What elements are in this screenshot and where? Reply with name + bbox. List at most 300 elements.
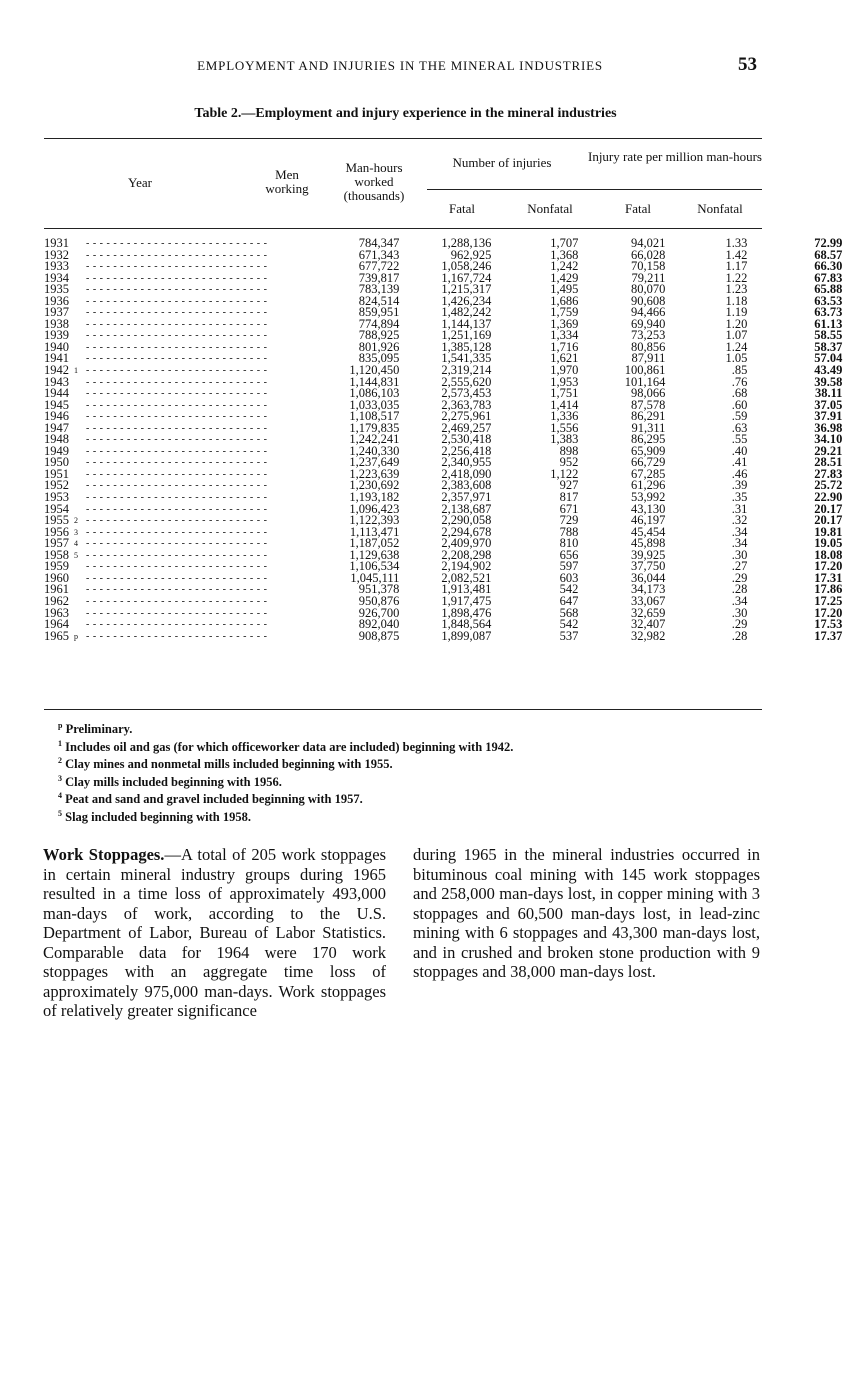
row-nonfatal: 69,940	[631, 316, 666, 331]
row-rate-fatal: .34	[731, 593, 748, 608]
row-man-hours: 2,290,058	[441, 513, 492, 528]
row-nonfatal: 101,164	[624, 374, 666, 389]
row-man-hours: 2,275,961	[441, 409, 492, 424]
table-row	[44, 631, 842, 643]
row-fatal: 647	[559, 593, 579, 608]
row-man-hours: 2,363,783	[441, 397, 492, 412]
footnote-text: Clay mills included beginning with 1956.	[65, 774, 282, 789]
row-year: 1936	[44, 293, 69, 308]
row-rate-fatal: .41	[731, 455, 748, 470]
row-rate-nonfatal: 58.55	[814, 328, 843, 343]
row-footnote-mark: 5	[74, 550, 78, 560]
row-nonfatal: 87,911	[631, 351, 666, 366]
row-man-hours: 1,058,246	[441, 259, 492, 274]
row-nonfatal: 32,982	[631, 628, 666, 643]
row-footnote-mark	[74, 423, 86, 435]
footnote-mark: p	[58, 721, 63, 730]
row-fatal: 1,242	[550, 259, 579, 274]
row-fatal: 817	[559, 490, 579, 505]
table-sub-rule	[427, 189, 762, 190]
row-men-working: 1,223,639	[349, 466, 400, 481]
row-rate-fatal: .68	[731, 386, 748, 401]
row-man-hours: 2,573,453	[441, 386, 492, 401]
row-year: 1934	[44, 270, 69, 285]
leader-dots: - - - - - - - - - - - - - - - - - - - - - - - - - - -	[86, 284, 268, 296]
row-nonfatal: 37,750	[631, 559, 666, 574]
row-fatal: 1,556	[550, 420, 579, 435]
row-rate-fatal: .76	[731, 374, 748, 389]
row-man-hours: 2,194,902	[441, 559, 492, 574]
row-nonfatal: 32,407	[631, 617, 666, 632]
row-nonfatal: 66,028	[631, 247, 666, 262]
footnote-mark: 1	[58, 738, 62, 748]
data-table	[44, 238, 842, 642]
row-rate-nonfatal: 37.05	[814, 397, 843, 412]
footnote	[58, 807, 513, 825]
row-men-working: 1,106,534	[349, 559, 400, 574]
row-fatal: 671	[559, 501, 579, 516]
row-men-working: 774,894	[358, 316, 400, 331]
body-column-left	[43, 845, 386, 1021]
row-rate-nonfatal: 17.86	[814, 582, 843, 597]
row-year: 1959	[44, 559, 69, 574]
row-year: 1940	[44, 339, 69, 354]
row-men-working: 1,230,692	[349, 478, 400, 493]
row-year: 1941	[44, 351, 69, 366]
row-year: 1956	[44, 524, 69, 539]
row-fatal: 810	[559, 536, 579, 551]
row-nonfatal: 45,454	[631, 524, 666, 539]
row-nonfatal: 80,856	[631, 339, 666, 354]
row-rate-nonfatal: 17.31	[814, 570, 843, 585]
row-fatal: 1,334	[550, 328, 579, 343]
row-men-working: 835,095	[358, 351, 400, 366]
row-men-working: 1,187,052	[349, 536, 400, 551]
leader-dots: - - - - - - - - - - - - - - - - - - - - - - - - - - -	[86, 630, 268, 642]
row-rate-fatal: 1.05	[725, 351, 748, 366]
row-men-working: 783,139	[358, 282, 400, 297]
row-fatal: 1,686	[550, 293, 579, 308]
row-year: 1958	[44, 547, 69, 562]
leader-dots: - - - - - - - - - - - - - - - - - - - - - - - - - - -	[86, 538, 268, 550]
row-rate-nonfatal: 63.73	[814, 305, 843, 320]
header-rate-fatal: Fatal	[625, 201, 651, 216]
leader-dots: - - - - - - - - - - - - - - - - - - - - - - - - - - -	[86, 341, 268, 353]
row-man-hours: 1,898,476	[441, 605, 492, 620]
row-rate-fatal: .32	[731, 513, 748, 528]
row-nonfatal: 86,295	[631, 432, 666, 447]
row-rate-nonfatal: 18.08	[814, 547, 843, 562]
row-year: 1945	[44, 397, 69, 412]
row-men-working: 784,347	[358, 236, 400, 250]
leader-dots: - - - - - - - - - - - - - - - - - - - - - - - - - - -	[86, 549, 268, 561]
row-men-working: 926,700	[358, 605, 400, 620]
row-footnote-mark	[74, 411, 86, 423]
row-year: 1957	[44, 536, 69, 551]
row-rate-fatal: .34	[731, 536, 748, 551]
leader-dots: - - - - - - - - - - - - - - - - - - - - - - - - - - -	[86, 445, 268, 457]
row-year: 1932	[44, 247, 69, 262]
row-footnote-mark	[74, 330, 86, 342]
row-rate-nonfatal: 25.72	[814, 478, 843, 493]
row-rate-nonfatal: 43.49	[814, 363, 843, 378]
row-nonfatal: 65,909	[631, 443, 666, 458]
row-year: 1948	[44, 432, 69, 447]
table-bottom-rule	[44, 709, 762, 710]
row-rate-nonfatal: 17.20	[814, 559, 843, 574]
row-rate-nonfatal: 61.13	[814, 316, 843, 331]
row-year: 1938	[44, 316, 69, 331]
row-fatal: 788	[559, 524, 579, 539]
leader-dots: - - - - - - - - - - - - - - - - - - - - - - - - - - -	[86, 572, 268, 584]
row-nonfatal: 43,130	[631, 501, 666, 516]
leader-dots: - - - - - - - - - - - - - - - - - - - - - - - - - - -	[86, 295, 268, 307]
row-year: 1946	[44, 409, 69, 424]
row-man-hours: 1,167,724	[441, 270, 492, 285]
row-men-working: 950,876	[358, 593, 400, 608]
row-rate-fatal: .31	[731, 501, 748, 516]
header-man-hours: Man-hours worked (thousands)	[343, 160, 405, 203]
row-year: 1950	[44, 455, 69, 470]
row-man-hours: 1,899,087	[441, 628, 492, 643]
header-men-working: Men working	[265, 167, 309, 196]
row-fatal: 1,953	[550, 374, 579, 389]
row-man-hours: 2,530,418	[441, 432, 492, 447]
row-nonfatal: 98,066	[631, 386, 666, 401]
row-footnote-mark	[74, 504, 86, 516]
row-year: 1949	[44, 443, 69, 458]
footnote	[58, 754, 513, 772]
row-rate-nonfatal: 28.51	[814, 455, 843, 470]
row-footnote-mark	[74, 238, 86, 250]
row-fatal: 1,716	[550, 339, 579, 354]
row-footnote-mark	[74, 434, 86, 446]
leader-dots: - - - - - - - - - - - - - - - - - - - - - - - - - - -	[86, 307, 268, 319]
row-footnote-mark	[74, 492, 86, 504]
leader-dots: - - - - - - - - - - - - - - - - - - - - - - - - - - -	[86, 330, 268, 342]
row-year: 1960	[44, 570, 69, 585]
row-footnote-mark: 4	[74, 539, 78, 549]
row-footnote-mark	[74, 480, 86, 492]
row-rate-fatal: 1.20	[725, 316, 748, 331]
row-footnote-mark	[74, 469, 86, 481]
leader-dots: - - - - - - - - - - - - - - - - - - - - - - - - - - -	[86, 399, 268, 411]
row-rate-fatal: .29	[731, 617, 748, 632]
row-man-hours: 2,418,090	[441, 466, 492, 481]
row-man-hours: 2,294,678	[441, 524, 492, 539]
row-fatal: 1,970	[550, 363, 579, 378]
row-footnote-mark	[74, 296, 86, 308]
body-column-right: during 1965 in the mineral industries occurred in bituminous coal mining with 145 work stoppages and 258,000 man-days lost, in copper mining with 3 stoppages and 60,500 man-days lost, in lead-zinc mining with 6 stoppages and 43,300 man-days lost, and in crushed and broken stone production with 9 stoppages and 38,000 man-days lost.	[413, 845, 760, 981]
row-fatal: 1,495	[550, 282, 579, 297]
row-fatal: 1,369	[550, 316, 579, 331]
row-nonfatal: 66,729	[631, 455, 666, 470]
row-rate-fatal: .63	[731, 420, 748, 435]
row-nonfatal: 91,311	[631, 420, 666, 435]
row-rate-nonfatal: 72.99	[814, 236, 843, 250]
row-year: 1955	[44, 513, 69, 528]
row-fatal: 597	[559, 559, 579, 574]
row-rate-nonfatal: 39.58	[814, 374, 843, 389]
row-men-working: 1,120,450	[349, 363, 400, 378]
row-year: 1944	[44, 386, 69, 401]
row-nonfatal: 61,296	[631, 478, 666, 493]
row-man-hours: 1,913,481	[441, 582, 492, 597]
row-rate-nonfatal: 63.53	[814, 293, 843, 308]
row-footnote-mark	[74, 446, 86, 458]
row-rate-fatal: .28	[731, 628, 748, 643]
section-heading: Work Stoppages.	[43, 845, 165, 864]
row-men-working: 788,925	[358, 328, 400, 343]
row-footnote-mark	[74, 619, 86, 631]
row-year: 1953	[44, 490, 69, 505]
row-rate-nonfatal: 34.10	[814, 432, 843, 447]
header-fatal: Fatal	[449, 201, 475, 216]
row-man-hours: 2,319,214	[441, 363, 492, 378]
row-nonfatal: 86,291	[631, 409, 666, 424]
row-nonfatal: 80,070	[631, 282, 666, 297]
row-rate-fatal: .35	[731, 490, 748, 505]
running-head: EMPLOYMENT AND INJURIES IN THE MINERAL INDUSTRIES	[197, 58, 603, 73]
row-nonfatal: 100,861	[624, 363, 666, 378]
row-men-working: 671,343	[358, 247, 400, 262]
row-man-hours: 1,848,564	[441, 617, 492, 632]
row-rate-nonfatal: 20.17	[814, 513, 843, 528]
row-fatal: 1,383	[550, 432, 579, 447]
footnote-text: Peat and sand and gravel included beginning with 1957.	[65, 792, 363, 807]
row-rate-nonfatal: 68.57	[814, 247, 843, 262]
leader-dots: - - - - - - - - - - - - - - - - - - - - - - - - - - -	[86, 480, 268, 492]
table-title: Table 2.—Employment and injury experience in the mineral industries	[194, 106, 617, 121]
row-man-hours: 962,925	[450, 247, 492, 262]
row-footnote-mark	[74, 573, 86, 585]
row-rate-fatal: 1.24	[725, 339, 748, 354]
row-man-hours: 2,208,298	[441, 547, 492, 562]
row-man-hours: 2,357,971	[441, 490, 492, 505]
footnotes	[58, 719, 513, 824]
header-nonfatal: Nonfatal	[527, 201, 573, 216]
row-rate-nonfatal: 17.37	[814, 628, 843, 643]
row-men-working: 1,045,111	[350, 570, 400, 585]
row-men-working: 1,113,471	[349, 524, 400, 539]
row-rate-fatal: .85	[731, 363, 748, 378]
row-fatal: 1,336	[550, 409, 579, 424]
row-rate-nonfatal: 20.17	[814, 501, 843, 516]
row-rate-fatal: 1.22	[725, 270, 748, 285]
row-rate-fatal: .34	[731, 524, 748, 539]
row-men-working: 892,040	[358, 617, 400, 632]
row-nonfatal: 45,898	[631, 536, 666, 551]
row-fatal: 927	[559, 478, 579, 493]
row-man-hours: 1,251,169	[441, 328, 492, 343]
footnote	[58, 737, 513, 755]
row-man-hours: 1,385,128	[441, 339, 492, 354]
footnote	[58, 719, 513, 737]
row-man-hours: 2,138,687	[441, 501, 492, 516]
row-year: 1947	[44, 420, 69, 435]
row-rate-nonfatal: 57.04	[814, 351, 843, 366]
row-nonfatal: 79,211	[631, 270, 666, 285]
row-year: 1935	[44, 282, 69, 297]
row-nonfatal: 94,466	[631, 305, 666, 320]
row-rate-fatal: .30	[731, 605, 748, 620]
header-number-of-injuries: Number of injuries	[452, 155, 552, 170]
body-text-left: —A total of 205 work stoppages in certain mineral industry groups during 1965 resulted in a time loss of approximately 493,000 man-days of work, according to the U.S. Department of Labor, Bureau of Labor Statistics. Comparable data for 1964 were 170 work stoppages with an aggregate time loss of approximately 975,000 man-days. Work stoppages of relatively greater significance	[43, 845, 387, 1020]
table-row	[44, 238, 842, 250]
leader-dots: - - - - - - - - - - - - - - - - - - - - - - - - - - -	[86, 468, 268, 480]
row-rate-fatal: .39	[731, 478, 748, 493]
row-year: 1964	[44, 617, 69, 632]
footnote	[58, 789, 513, 807]
row-year: 1937	[44, 305, 69, 320]
row-man-hours: 1,288,136	[441, 236, 492, 250]
row-men-working: 1,193,182	[349, 490, 400, 505]
row-man-hours: 2,082,521	[441, 570, 492, 585]
row-men-working: 1,144,831	[349, 374, 400, 389]
row-nonfatal: 32,659	[631, 605, 666, 620]
leader-dots: - - - - - - - - - - - - - - - - - - - - - - - - - - -	[86, 388, 268, 400]
row-year: 1943	[44, 374, 69, 389]
row-fatal: 542	[559, 617, 579, 632]
row-nonfatal: 94,021	[631, 236, 666, 250]
row-rate-nonfatal: 19.05	[814, 536, 843, 551]
row-men-working: 1,108,517	[349, 409, 400, 424]
row-rate-nonfatal: 22.90	[814, 490, 843, 505]
row-footnote-mark: p	[74, 631, 78, 641]
row-men-working: 1,129,638	[349, 547, 400, 562]
leader-dots: - - - - - - - - - - - - - - - - - - - - - - - - - - -	[86, 422, 268, 434]
row-nonfatal: 33,067	[631, 593, 666, 608]
row-rate-fatal: .30	[731, 547, 748, 562]
table-top-rule	[44, 138, 762, 139]
row-men-working: 1,096,423	[349, 501, 400, 516]
row-man-hours: 1,917,475	[441, 593, 492, 608]
row-rate-nonfatal: 17.20	[814, 605, 843, 620]
row-rate-fatal: .29	[731, 570, 748, 585]
row-nonfatal: 70,158	[631, 259, 666, 274]
leader-dots: - - - - - - - - - - - - - - - - - - - - - - - - - - -	[86, 526, 268, 538]
row-nonfatal: 87,578	[631, 397, 666, 412]
row-rate-nonfatal: 17.53	[814, 617, 843, 632]
table-header-rule	[44, 228, 762, 229]
header-rate-nonfatal: Nonfatal	[697, 201, 743, 216]
row-men-working: 951,378	[358, 582, 400, 597]
row-fatal: 1,621	[550, 351, 579, 366]
row-nonfatal: 34,173	[631, 582, 666, 597]
row-man-hours: 1,541,335	[441, 351, 492, 366]
row-footnote-mark	[74, 284, 86, 296]
row-men-working: 1,033,035	[349, 397, 400, 412]
row-rate-fatal: 1.18	[725, 293, 748, 308]
row-nonfatal: 39,925	[631, 547, 666, 562]
row-year: 1952	[44, 478, 69, 493]
row-men-working: 1,237,649	[349, 455, 400, 470]
row-rate-nonfatal: 58.37	[814, 339, 843, 354]
row-footnote-mark	[74, 377, 86, 389]
row-rate-fatal: .55	[731, 432, 748, 447]
footnote-text: Clay mines and nonmetal mills included beginning with 1955.	[65, 757, 393, 772]
leader-dots: - - - - - - - - - - - - - - - - - - - - - - - - - - -	[86, 619, 268, 631]
header-year: Year	[128, 175, 152, 190]
row-footnote-mark: 1	[74, 366, 78, 376]
row-men-working: 1,242,241	[349, 432, 400, 447]
row-rate-fatal: .60	[731, 397, 748, 412]
row-footnote-mark	[74, 250, 86, 262]
row-rate-nonfatal: 38.11	[814, 386, 843, 401]
footnote-mark: 4	[58, 791, 62, 801]
row-footnote-mark	[74, 353, 86, 365]
row-fatal: 603	[559, 570, 579, 585]
leader-dots: - - - - - - - - - - - - - - - - - - - - - - - - - - -	[86, 249, 268, 261]
row-man-hours: 2,555,620	[441, 374, 492, 389]
row-rate-nonfatal: 19.81	[814, 524, 843, 539]
row-year: 1939	[44, 328, 69, 343]
leader-dots: - - - - - - - - - - - - - - - - - - - - - - - - - - -	[86, 515, 268, 527]
leader-dots: - - - - - - - - - - - - - - - - - - - - - - - - - - -	[86, 238, 268, 249]
row-footnote-mark	[74, 596, 86, 608]
row-nonfatal: 53,992	[631, 490, 666, 505]
leader-dots: - - - - - - - - - - - - - - - - - - - - - - - - - - -	[86, 411, 268, 423]
footnote-mark: 3	[58, 773, 62, 783]
row-year: 1942	[44, 363, 69, 378]
row-rate-nonfatal: 27.83	[814, 466, 843, 481]
footnote-text: Preliminary.	[65, 722, 133, 737]
row-rate-fatal: 1.19	[725, 305, 748, 320]
row-man-hours: 1,144,137	[441, 316, 492, 331]
row-nonfatal: 73,253	[631, 328, 666, 343]
footnote-mark: 5	[58, 808, 62, 818]
row-man-hours: 2,383,608	[441, 478, 492, 493]
row-fatal: 1,759	[550, 305, 579, 320]
row-nonfatal: 46,197	[631, 513, 666, 528]
leader-dots: - - - - - - - - - - - - - - - - - - - - - - - - - - -	[86, 457, 268, 469]
row-men-working: 908,875	[358, 628, 400, 643]
row-year: 1965	[44, 628, 69, 643]
row-rate-nonfatal: 67.83	[814, 270, 843, 285]
header-injury-rate: Injury rate per million man-hours	[587, 149, 762, 164]
leader-dots: - - - - - - - - - - - - - - - - - - - - - - - - - - -	[86, 261, 268, 273]
leader-dots: - - - - - - - - - - - - - - - - - - - - - - - - - - -	[86, 595, 268, 607]
leader-dots: - - - - - - - - - - - - - - - - - - - - - - - - - - -	[86, 503, 268, 515]
row-fatal: 1,707	[550, 236, 579, 250]
row-fatal: 568	[559, 605, 579, 620]
row-rate-nonfatal: 17.25	[814, 593, 843, 608]
row-rate-fatal: 1.33	[725, 236, 748, 250]
row-footnote-mark: 2	[74, 516, 78, 526]
row-rate-fatal: .46	[731, 466, 748, 481]
row-men-working: 1,179,835	[349, 420, 400, 435]
row-rate-fatal: 1.07	[725, 328, 748, 343]
row-fatal: 1,368	[550, 247, 579, 262]
row-rate-nonfatal: 37.91	[814, 409, 843, 424]
row-year: 1963	[44, 605, 69, 620]
row-nonfatal: 67,285	[631, 466, 666, 481]
row-footnote-mark	[74, 457, 86, 469]
row-man-hours: 1,482,242	[441, 305, 492, 320]
row-rate-fatal: .59	[731, 409, 748, 424]
leader-dots: - - - - - - - - - - - - - - - - - - - - - - - - - - -	[86, 272, 268, 284]
row-footnote-mark	[74, 584, 86, 596]
row-man-hours: 2,340,955	[441, 455, 492, 470]
row-footnote-mark	[74, 561, 86, 573]
leader-dots: - - - - - - - - - - - - - - - - - - - - - - - - - - -	[86, 376, 268, 388]
leader-dots: - - - - - - - - - - - - - - - - - - - - - - - - - - -	[86, 561, 268, 573]
row-year: 1931	[44, 236, 69, 250]
row-fatal: 1,429	[550, 270, 579, 285]
leader-dots: - - - - - - - - - - - - - - - - - - - - - - - - - - -	[86, 365, 268, 377]
leader-dots: - - - - - - - - - - - - - - - - - - - - - - - - - - -	[86, 434, 268, 446]
row-men-working: 824,514	[358, 293, 400, 308]
